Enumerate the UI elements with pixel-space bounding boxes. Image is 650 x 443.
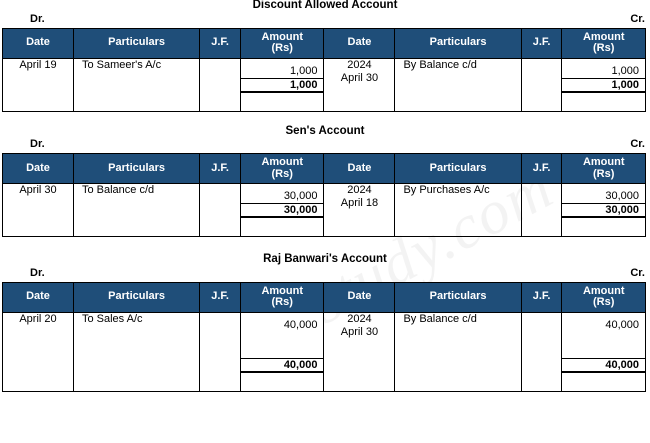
credit-date-year: 2024: [347, 312, 372, 325]
col-header-jf-credit: J.F.: [521, 282, 562, 312]
cell-amount-credit: [562, 184, 646, 237]
section-gap: [0, 237, 650, 254]
debit-particulars: To Sameer's A/c: [81, 58, 162, 71]
cell-amount-debit: [240, 312, 324, 391]
table-header-row: [3, 28, 646, 58]
cell-date-credit: [324, 312, 395, 391]
section-gap: [0, 112, 650, 126]
cell-amount-debit: [240, 58, 324, 111]
amount-label-line2: (Rs): [593, 296, 615, 308]
credit-date-day: April 18: [340, 197, 379, 209]
credit-date-day: April 30: [340, 325, 379, 338]
ledger-table: [2, 28, 646, 112]
credit-particulars: By Balance c/d: [403, 58, 477, 71]
amount-label-line2: (Rs): [593, 42, 615, 54]
debit-side-label: Dr.: [30, 266, 45, 279]
ledger-table: [2, 153, 646, 237]
debit-total: 40,000: [241, 358, 324, 372]
col-header-amount-debit: [240, 28, 324, 58]
debit-side-label: Dr.: [30, 12, 45, 25]
cell-date-credit: [324, 184, 395, 237]
ledger-table: [2, 282, 646, 392]
credit-amount: 40,000: [605, 318, 639, 331]
col-header-jf-debit: J.F.: [200, 154, 241, 184]
account-title: Sen's Account: [285, 124, 365, 137]
debit-particulars: To Balance c/d: [81, 184, 155, 196]
credit-side-label: Cr.: [630, 12, 645, 25]
table-header-row: [3, 282, 646, 312]
amount-label-line1: Amount: [582, 30, 625, 43]
amount-label-line2: (Rs): [271, 296, 293, 308]
table-header-row: [3, 154, 646, 184]
amount-label-line1: Amount: [261, 156, 303, 168]
col-header-particulars-credit: Particulars: [395, 282, 521, 312]
credit-side-label: Cr.: [630, 266, 645, 279]
col-header-amount-debit: [240, 282, 324, 312]
col-header-date-debit: Date: [3, 282, 74, 312]
col-header-particulars-credit: Particulars: [395, 28, 521, 58]
cell-jf-debit: [200, 312, 241, 391]
col-header-jf-debit: J.F.: [200, 282, 241, 312]
col-header-jf-credit: J.F.: [521, 154, 562, 184]
col-header-amount-debit: [240, 154, 324, 184]
debit-particulars: To Sales A/c: [81, 312, 143, 325]
credit-amount-tail: [562, 377, 645, 390]
amount-label-line1: Amount: [582, 156, 625, 168]
cell-date-debit: [3, 58, 74, 111]
credit-total: 30,000: [562, 203, 645, 217]
account-block-discount-allowed: [0, 0, 650, 112]
cell-jf-credit: [521, 312, 562, 391]
credit-amount-tail: [562, 222, 645, 235]
cell-particulars-credit: [395, 312, 521, 391]
amount-label-line1: Amount: [261, 284, 303, 297]
credit-amount: 30,000: [605, 190, 639, 202]
cell-particulars-debit: [73, 184, 199, 237]
credit-date-day: April 30: [340, 71, 379, 84]
credit-date-year: 2024: [347, 184, 372, 196]
account-title: Raj Banwari's Account: [263, 253, 387, 265]
col-header-date-credit: Date: [324, 154, 395, 184]
credit-total: 40,000: [562, 358, 645, 372]
debit-amount: 40,000: [283, 318, 318, 331]
col-header-particulars-debit: Particulars: [73, 28, 199, 58]
amount-label-line2: (Rs): [271, 167, 293, 180]
debit-amount: 1,000: [289, 64, 318, 77]
col-header-amount-credit: [562, 154, 646, 184]
debit-date: April 30: [19, 184, 57, 196]
cell-date-credit: [324, 58, 395, 111]
amount-label-line1: Amount: [582, 284, 625, 297]
cell-jf-debit: [200, 58, 241, 111]
debit-date: April 20: [19, 312, 57, 325]
cell-particulars-credit: [395, 58, 521, 111]
col-header-date-credit: Date: [324, 28, 395, 58]
col-header-jf-debit: J.F.: [200, 28, 241, 58]
credit-particulars: By Purchases A/c: [403, 184, 490, 196]
cell-amount-credit: [562, 58, 646, 111]
cell-jf-debit: [200, 184, 241, 237]
cell-particulars-debit: [73, 312, 199, 391]
cell-date-debit: [3, 184, 74, 237]
col-header-date-credit: Date: [324, 282, 395, 312]
dr-cr-row: [2, 267, 648, 282]
col-header-amount-credit: [562, 282, 646, 312]
amount-label-line2: (Rs): [271, 42, 293, 54]
debit-amount-tail: [241, 222, 324, 235]
debit-amount-tail: [241, 97, 324, 110]
cell-particulars-credit: [395, 184, 521, 237]
credit-date-year: 2024: [347, 58, 372, 71]
cell-jf-credit: [521, 184, 562, 237]
debit-date: April 19: [19, 58, 57, 71]
credit-total: 1,000: [562, 78, 645, 92]
cell-date-debit: [3, 312, 74, 391]
debit-amount: 30,000: [283, 190, 318, 202]
cell-amount-credit: [562, 312, 646, 391]
debit-total: 30,000: [241, 203, 324, 217]
amount-label-line2: (Rs): [593, 167, 615, 180]
credit-particulars: By Balance c/d: [403, 312, 477, 325]
cell-particulars-debit: [73, 58, 199, 111]
debit-side-label: Dr.: [30, 138, 45, 150]
credit-side-label: Cr.: [630, 138, 645, 150]
table-row: [3, 184, 646, 237]
col-header-date-debit: Date: [3, 154, 74, 184]
col-header-amount-credit: [562, 28, 646, 58]
credit-amount-tail: [562, 97, 645, 110]
amount-label-line1: Amount: [261, 30, 303, 43]
col-header-particulars-debit: Particulars: [73, 154, 199, 184]
dr-cr-row: [2, 13, 648, 28]
debit-amount-tail: [241, 377, 324, 390]
credit-amount: 1,000: [611, 64, 639, 77]
account-block-sens-account: [0, 126, 650, 238]
table-row: [3, 312, 646, 391]
col-header-jf-credit: J.F.: [521, 28, 562, 58]
dr-cr-row: [2, 138, 648, 153]
cell-jf-credit: [521, 58, 562, 111]
col-header-particulars-debit: Particulars: [73, 282, 199, 312]
cell-amount-debit: [240, 184, 324, 237]
account-title: Discount Allowed Account: [252, 0, 398, 11]
debit-total: 1,000: [241, 78, 324, 92]
col-header-date-debit: Date: [3, 28, 74, 58]
table-row: [3, 58, 646, 111]
col-header-particulars-credit: Particulars: [395, 154, 521, 184]
account-block-raj-banwaris-account: [0, 254, 650, 392]
